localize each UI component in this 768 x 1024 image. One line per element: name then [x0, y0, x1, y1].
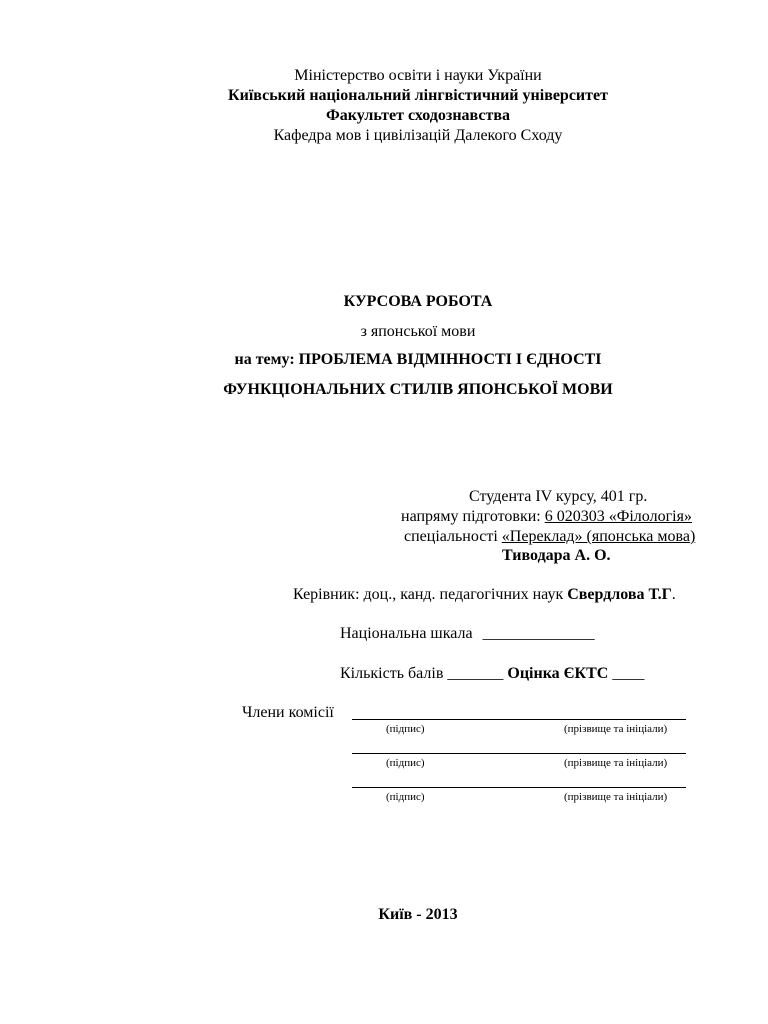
city-year: Київ - 2013: [378, 906, 458, 923]
topic-line-1: [0, 350, 768, 370]
work-type-title: КУРСОВА РОБОТА: [343, 293, 493, 310]
subject-line: з японської мови: [360, 323, 476, 340]
supervisor-trailing: .: [671, 586, 676, 603]
signature-caption-3: (підпис): [386, 791, 425, 803]
student-direction-line: [401, 507, 692, 527]
signature-caption-1: (підпис): [386, 723, 425, 735]
points-blank: _______: [447, 665, 504, 682]
topic-text-1: ПРОБЛЕМА ВІДМІННОСТІ І ЄДНОСТІ: [298, 351, 602, 368]
name-caption-1: (прізвище та ініціали): [564, 723, 668, 735]
points-line: [340, 664, 644, 684]
supervisor-name: Свердлова Т.Г: [567, 586, 672, 603]
faculty-line: Факультет сходознавства: [326, 107, 510, 124]
department-line: Кафедра мов і цивілізацій Далекого Сходу: [273, 127, 563, 144]
name-caption-3: (прізвище та ініціали): [564, 791, 668, 803]
points-label: Кількість балів: [340, 665, 444, 682]
student-course-line: Студента ІV курсу, 401 гр.: [469, 488, 648, 505]
name-caption-2: (прізвище та ініціали): [564, 757, 668, 769]
direction-value: 6 020303 «Філологія»: [544, 508, 692, 525]
topic-prefix: на тему:: [234, 351, 299, 368]
commission-signature-line-1: [352, 719, 686, 720]
national-scale-blank: ______________: [482, 625, 595, 642]
ects-blank: ____: [612, 665, 645, 682]
national-scale-line: [340, 624, 595, 644]
commission-signature-line-3: [352, 787, 686, 788]
student-name: Тиводара А. О.: [502, 547, 611, 564]
university-line: Київський національний лінгвістичний університет: [228, 87, 608, 104]
specialty-value: «Переклад» (японська мова): [501, 528, 696, 545]
supervisor-line: [293, 585, 676, 605]
signature-caption-2: (підпис): [386, 757, 425, 769]
commission-signature-line-2: [352, 753, 686, 754]
direction-label: напряму підготовки:: [401, 508, 545, 525]
topic-line-2: ФУНКЦІОНАЛЬНИХ СТИЛІВ ЯПОНСЬКОЇ МОВИ: [223, 381, 613, 398]
ministry-line: Міністерство освіти і науки України: [294, 67, 542, 84]
supervisor-label: Керівник: доц., канд. педагогічних наук: [293, 586, 568, 603]
ects-label: Оцінка ЄКТС: [507, 665, 609, 682]
specialty-label: спеціальності: [404, 528, 502, 545]
national-scale-label: Національна шкала: [340, 625, 473, 642]
commission-label: Члени комісії: [242, 704, 334, 721]
student-specialty-line: [404, 527, 695, 547]
